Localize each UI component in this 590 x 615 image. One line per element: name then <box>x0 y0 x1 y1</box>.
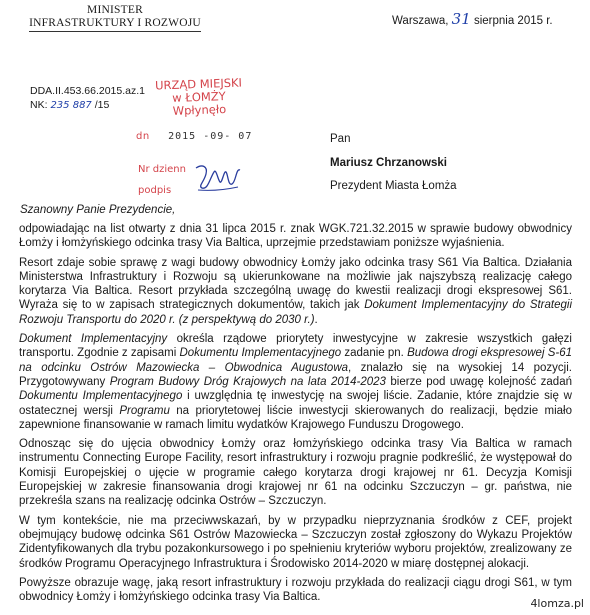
paragraph-6: Powyższe obrazuje wagę, jaką resort infrastruktury i rozwoju przykłada do realizacji ciągu drogi S61, w tym obwodnicy Łomży i łomżyńskiego odcinka trasy Via Baltica. <box>19 576 572 604</box>
handwritten-signature <box>192 160 244 194</box>
paragraph-3-text-d: zadanie pn. <box>341 347 408 360</box>
paragraph-2-document-title: Dokument Implementacyjny do Strategii Rozwoju Transportu do 2020 r. (z perspektywą do 2030 r.) <box>19 299 573 326</box>
handwritten-day: 31 <box>451 10 471 28</box>
place: Warszawa, <box>392 15 449 27</box>
paragraph-3-text-j: i uwzględnia tę inwestycję na swojej liście. Zadanie, które znajdzie się w ostatecznej wersji <box>19 390 572 417</box>
ministry-header <box>20 4 210 32</box>
paragraph-3-doc-i: Dokumentu Implementacyjnego <box>19 390 183 403</box>
paragraph-2 <box>19 256 572 327</box>
paragraph-3-doc-a: Dokument Implementacyjny <box>19 333 168 346</box>
case-number: DDA.II.453.66.2015.az.1 <box>30 85 145 97</box>
stamp-signature-label: podpis <box>138 185 172 196</box>
nk-handwritten: 235 887 <box>50 100 92 111</box>
month-year: sierpnia 2015 r. <box>473 15 553 27</box>
recipient-block <box>330 128 457 199</box>
paragraph-4: Odnosząc się do ujęcia obwodnicy Łomży oraz łomżyńskiego odcinka trasy Via Baltica w ramach instrumentu Connecting Europe Facility, resort infrastruktury i rozwoju pragnie podkreślić, że występował do Komisji Europejskiej o ujęcie w programie całego korytarza drogi krajowej nr 61. Decyzja Komisji Europejskiej w zakresie finansowania drogi krajowej nr 61 na odcinku Szczuczyn – gr. państwa, nie przekreśla szans na realizację odcinka Ostrów – Szczuczyn. <box>19 438 572 508</box>
recipient-position: Prezydent Miasta Łomża <box>330 180 457 192</box>
nk-number <box>30 98 145 113</box>
recipient-title: Pan <box>330 133 351 145</box>
paragraph-3 <box>19 332 572 432</box>
stamp-date-value: 2015 -09- 07 <box>168 131 253 142</box>
paragraph-1: odpowiadając na list otwarty z dnia 31 lipca 2015 r. znak WGK.721.32.2015 w sprawie budowy obwodnicy Łomży i łomżyńskiego odcinka trasy Via Baltica, uprzejmie przedstawiam poniższe wyjaśnienia. <box>19 223 572 250</box>
letter-body <box>19 222 572 609</box>
place-date <box>392 10 553 28</box>
receipt-stamp <box>133 76 264 120</box>
stamp-received: Wpłynęło <box>172 102 227 118</box>
paragraph-3-text-f: , znalazło się na wysokiej 14 pozycji. Przygotowywany <box>19 361 572 388</box>
stamp-office: URZĄD MIEJSKI <box>154 75 243 93</box>
stamp-date-label: dn <box>136 131 150 142</box>
paragraph-3-text-l: na priorytetowej liście inwestycji skierowanych do realizacji, będzie miało zapewnione finansowanie w ramach limitu wydatków Krajowego Funduszu Drogowego. <box>19 404 572 431</box>
nk-label: NK: <box>30 99 48 111</box>
stamp-nr-label: Nr dzienn <box>138 164 186 175</box>
paragraph-2-end: . <box>314 313 318 326</box>
ministry-name: INFRASTRUKTURY I ROZWOJU <box>29 17 201 32</box>
site-watermark: 4lomza.pl <box>530 597 584 610</box>
greeting: Szanowny Panie Prezydencie, <box>20 204 176 216</box>
ministry-title: MINISTER <box>87 4 143 16</box>
paragraph-2-text: Resort zdaje sobie sprawę z wagi budowy obwodnicy Łomży jako odcinka trasy S61 Via Baltica. Działania Ministerstwa Infrastruktury i Rozwoju są ukierunkowane na możliwie jak najszybszą realizację całego korytarza Via Baltica. Resort przykłada szczególną uwagę do kwestii realizacji drogi ekspresowej S61. Wyraża się to w zapisach strategicznych dokumentów, takich jak <box>19 256 572 312</box>
paragraph-3-doc-c: Dokumentu Implementacyjnego <box>179 347 342 360</box>
paragraph-3-program: Programu <box>119 404 170 417</box>
paragraph-5: W tym kontekście, nie ma przeciwwskazań, by w przypadku nieprzyznania środków z CEF, projekt obejmujący budowę odcinka S61 Ostrów Mazowiecka – Szczuczyn został zgłoszony do Wykazu Projektów Zidentyfikowanych dla trybu pozakonkursowego i po spełnieniu kryteriów wyboru projektów, zrealizowany ze środków Programu Operacyjnego Infrastruktura i Środowisko 2014-2020 w miarę dostępnej alokacji. <box>19 514 572 570</box>
stamp-city: w ŁOMŻY <box>172 89 226 105</box>
paragraph-3-text-b: określa rządowe priorytety inwestycyjne w zakresie wszystkich gałęzi transportu. Zgodnie z zapisami <box>19 333 572 360</box>
paragraph-3-task-name: Budowa drogi ekspresowej S-61 na odcinku Ostrów Mazowiecka – Obwodnica Augustowa <box>19 347 572 374</box>
paragraph-3-program-name: Program Budowy Dróg Krajowych na lata 2014-2023 <box>109 375 386 388</box>
reference-block <box>30 84 145 113</box>
nk-suffix: /15 <box>94 99 110 111</box>
stamp-date <box>136 130 252 143</box>
recipient-name: Mariusz Chrzanowski <box>330 156 447 169</box>
stamp-fields <box>138 159 186 201</box>
paragraph-3-text-h: bierze pod uwagę kolejność zadań <box>385 375 572 388</box>
